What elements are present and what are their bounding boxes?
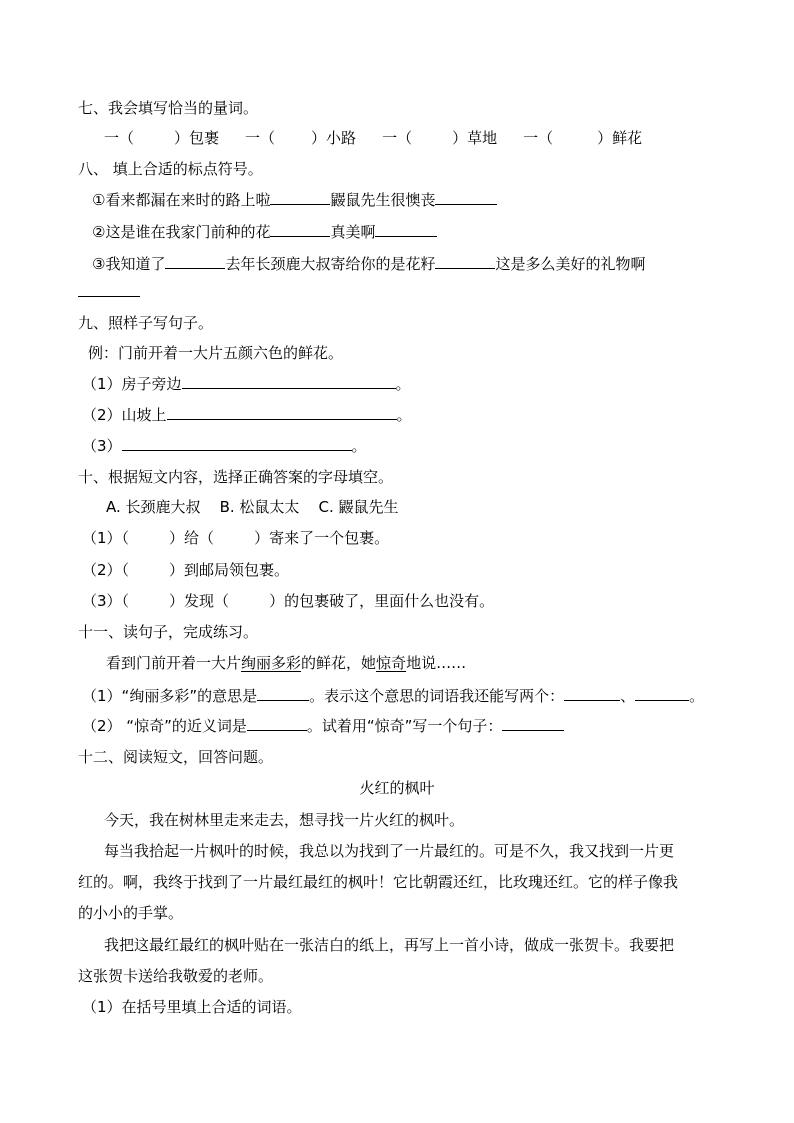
passage-p3-line2: 这张贺卡送给我敬爱的老师。 <box>78 967 274 985</box>
passage-p2-line1: 每当我拾起一片枫叶的时候，我总以为找到了一片最红的。可是不久，我又找到一片更 <box>104 842 675 860</box>
underlined-word-1: 绚丽多彩 <box>241 654 302 672</box>
s11-q1-a: （1）“绚丽多彩”的意思是 <box>82 687 258 705</box>
s12-q1: （1）在括号里填上合适的词语。 <box>82 998 302 1016</box>
section-8-heading: 八、 填上合适的标点符号。 <box>78 160 263 178</box>
blank-line[interactable] <box>375 222 437 237</box>
choice-q1-a: （1）（ <box>82 529 130 547</box>
choice-q3-a: （3）（ <box>82 592 130 610</box>
passage-p1: 今天，我在树林里走来走去，想寻找一片火红的枫叶。 <box>104 811 465 829</box>
sentence-q1 <box>82 374 411 394</box>
sentence-part-a: 看到门前开着一大片 <box>106 654 242 672</box>
section-12-heading: 十二、阅读短文，回答问题。 <box>78 748 274 766</box>
q2-prefix: （2）山坡上 <box>82 406 167 424</box>
passage-p3-line1: 我把这最红最红的枫叶贴在一张洁白的纸上，再写上一首小诗，做成一张贺卡。我要把 <box>104 936 675 954</box>
passage-p2-line2: 红的。啊，我终于找到了一片最红最红的枫叶！它比朝霞还红，比玫瑰还红。它的样子像我 <box>78 873 679 891</box>
sentence-q2 <box>82 405 412 425</box>
choice-q2 <box>82 560 289 580</box>
blank-line[interactable] <box>435 190 497 205</box>
choice-q1-c: ）寄来了一个包裹。 <box>254 529 390 547</box>
choice-q1 <box>82 528 389 548</box>
item-4-close: ）鲜花 <box>597 129 643 147</box>
sentence-part-c: 的鲜花，她 <box>301 654 377 672</box>
q1-end: 。 <box>395 375 411 393</box>
item-3-close: ）草地 <box>452 129 498 147</box>
underlined-word-2: 惊奇 <box>376 654 407 672</box>
blank-line[interactable] <box>247 716 307 731</box>
example-sentence: 例：门前开着一大片五颜六色的鲜花。 <box>88 344 344 362</box>
punct-3-text-c: 这是多么美好的礼物啊 <box>495 255 646 273</box>
q2-end: 。 <box>396 406 412 424</box>
punct-2-text-a: ②这是谁在我家门前种的花 <box>92 223 271 241</box>
answer-line[interactable] <box>182 374 396 389</box>
s11-q1 <box>82 686 704 706</box>
punct-line-3-wrap <box>78 282 140 302</box>
blank-line[interactable] <box>502 716 564 731</box>
q3-end: 。 <box>351 437 367 455</box>
measure-word-row <box>104 128 642 148</box>
answer-line[interactable] <box>167 405 397 420</box>
choice-q2-a: （2）（ <box>82 561 130 579</box>
s11-q1-b: 。表示这个意思的词语我还能写两个： <box>309 687 565 705</box>
punct-2-text-b: 真美啊 <box>330 223 376 241</box>
q3-prefix: （3） <box>82 437 122 455</box>
item-3-open: 一（ <box>382 129 413 147</box>
passage-p2-line3: 的小小的手掌。 <box>78 904 184 922</box>
q1-prefix: （1）房子旁边 <box>82 375 182 393</box>
punct-3-text-a: ③我知道了 <box>92 255 166 273</box>
choice-options: A. 长颈鹿大叔 B. 松鼠太太 C. 鼹鼠先生 <box>106 498 399 516</box>
blank-line[interactable] <box>564 686 620 701</box>
choice-q3-c: ）的包裹破了，里面什么也没有。 <box>269 592 495 610</box>
choice-q2-b: ）到邮局领包裹。 <box>169 561 290 579</box>
s11-q2 <box>82 716 564 736</box>
item-4-open: 一（ <box>523 129 554 147</box>
blank-line[interactable] <box>78 282 140 297</box>
blank-line[interactable] <box>270 222 330 237</box>
passage-title: 火红的枫叶 <box>359 779 435 797</box>
section-9-heading: 九、照样子写句子。 <box>78 314 214 332</box>
s11-q1-d: 。 <box>689 687 705 705</box>
sentence-q3 <box>82 436 367 456</box>
blank-line[interactable] <box>635 686 689 701</box>
item-2-open: 一（ <box>245 129 276 147</box>
punct-line-1 <box>92 190 497 210</box>
item-2-close: ）小路 <box>311 129 357 147</box>
blank-line[interactable] <box>165 254 225 269</box>
reading-sentence <box>106 653 466 673</box>
item-1-close: ）包裹 <box>174 129 220 147</box>
punct-3-text-b: 去年长颈鹿大叔寄给你的是花籽 <box>225 255 436 273</box>
section-7-heading: 七、我会填写恰当的量词。 <box>78 99 259 117</box>
s11-q2-a: （2） “惊奇”的近义词是 <box>82 717 247 735</box>
blank-line[interactable] <box>270 190 330 205</box>
section-11-heading: 十一、读句子，完成练习。 <box>78 623 259 641</box>
blank-line[interactable] <box>435 254 495 269</box>
sentence-part-e: 地说…… <box>406 654 467 672</box>
punct-1-text-a: ①看来都漏在来时的路上啦 <box>92 191 271 209</box>
blank-line[interactable] <box>257 686 309 701</box>
choice-q3 <box>82 591 494 611</box>
section-10-heading: 十、根据短文内容，选择正确答案的字母填空。 <box>78 468 394 486</box>
choice-q1-b: ）给（ <box>169 529 215 547</box>
s11-q2-b: 。试着用“惊奇”写一个句子： <box>306 717 503 735</box>
choice-q3-b: ）发现（ <box>169 592 230 610</box>
item-1-open: 一（ <box>104 129 135 147</box>
answer-line[interactable] <box>122 436 352 451</box>
punct-line-2 <box>92 222 437 242</box>
punct-line-3 <box>92 254 645 274</box>
s11-q1-c: 、 <box>620 687 636 705</box>
punct-1-text-b: 鼹鼠先生很懊丧 <box>330 191 436 209</box>
